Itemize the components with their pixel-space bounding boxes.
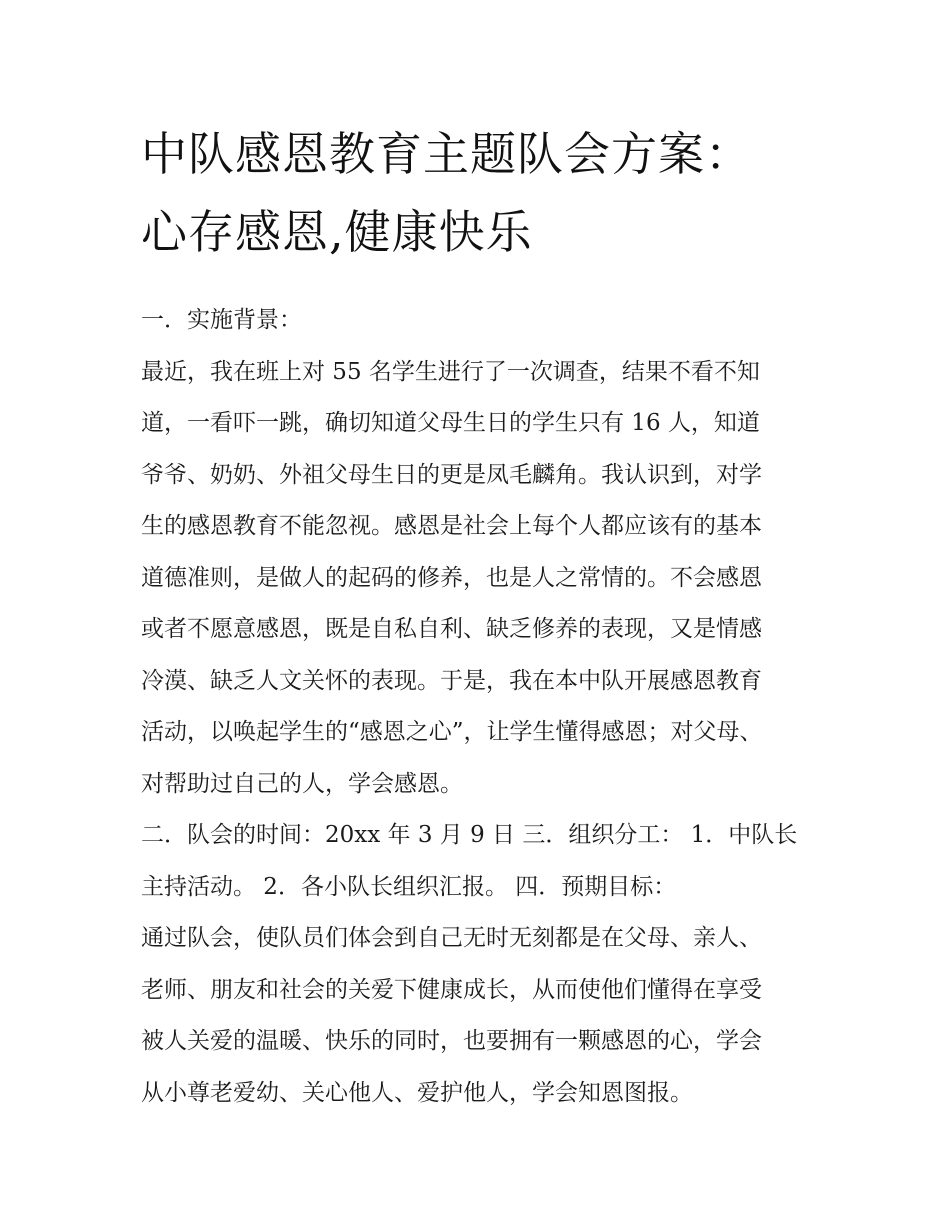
document-content	[141, 115, 821, 1119]
body-line: 对帮助过自己的人，学会感恩。	[141, 770, 463, 797]
body-line: 爷爷、奶奶、外祖父母生日的更是凤毛麟角。我认识到，对学	[141, 461, 762, 488]
body-line: 活动，以唤起学生的“感恩之心”，让学生懂得感恩；对父母、	[141, 719, 763, 745]
body-line: 老师、朋友和社会的关爱下健康成长，从而使他们懂得在享受	[141, 976, 762, 1003]
body-line: 最近，我在班上对 55 名学生进行了一次调查，结果不看不知	[141, 358, 760, 385]
body-line: 主持活动。 2．各小队长组织汇报。 四．预期目标：	[141, 873, 677, 900]
section-heading-background: 一．实施背景：	[141, 307, 302, 333]
document-body	[141, 295, 821, 1119]
section-heading-schedule: 二．队会的时间：20xx 年 3 月 9 日 三．组织分工： 1．中队长	[141, 822, 798, 848]
body-line: 冷漠、缺乏人文关怀的表现。于是，我在本中队开展感恩教育	[141, 667, 762, 694]
title-line: 心存感恩,健康快乐	[141, 205, 533, 259]
body-line: 道，一看吓一跳，确切知道父母生日的学生只有 16 人，知道	[141, 410, 760, 436]
body-line: 被人关爱的温暖、快乐的同时，也要拥有一颗感恩的心，学会	[141, 1028, 762, 1054]
body-line: 从小尊老爱幼、关心他人、爱护他人，学会知恩图报。	[141, 1079, 693, 1106]
document-title	[141, 115, 821, 271]
body-line: 或者不愿意感恩，既是自私自利、缺乏修养的表现，又是情感	[141, 616, 762, 642]
body-line: 道德准则，是做人的起码的修养，也是人之常情的。不会感恩	[141, 564, 762, 591]
body-line: 通过队会，使队员们体会到自己无时无刻都是在父母、亲人、	[141, 925, 762, 951]
body-line: 生的感恩教育不能忽视。感恩是社会上每个人都应该有的基本	[141, 513, 762, 539]
title-line: 中队感恩教育主题队会方案：	[141, 127, 752, 181]
